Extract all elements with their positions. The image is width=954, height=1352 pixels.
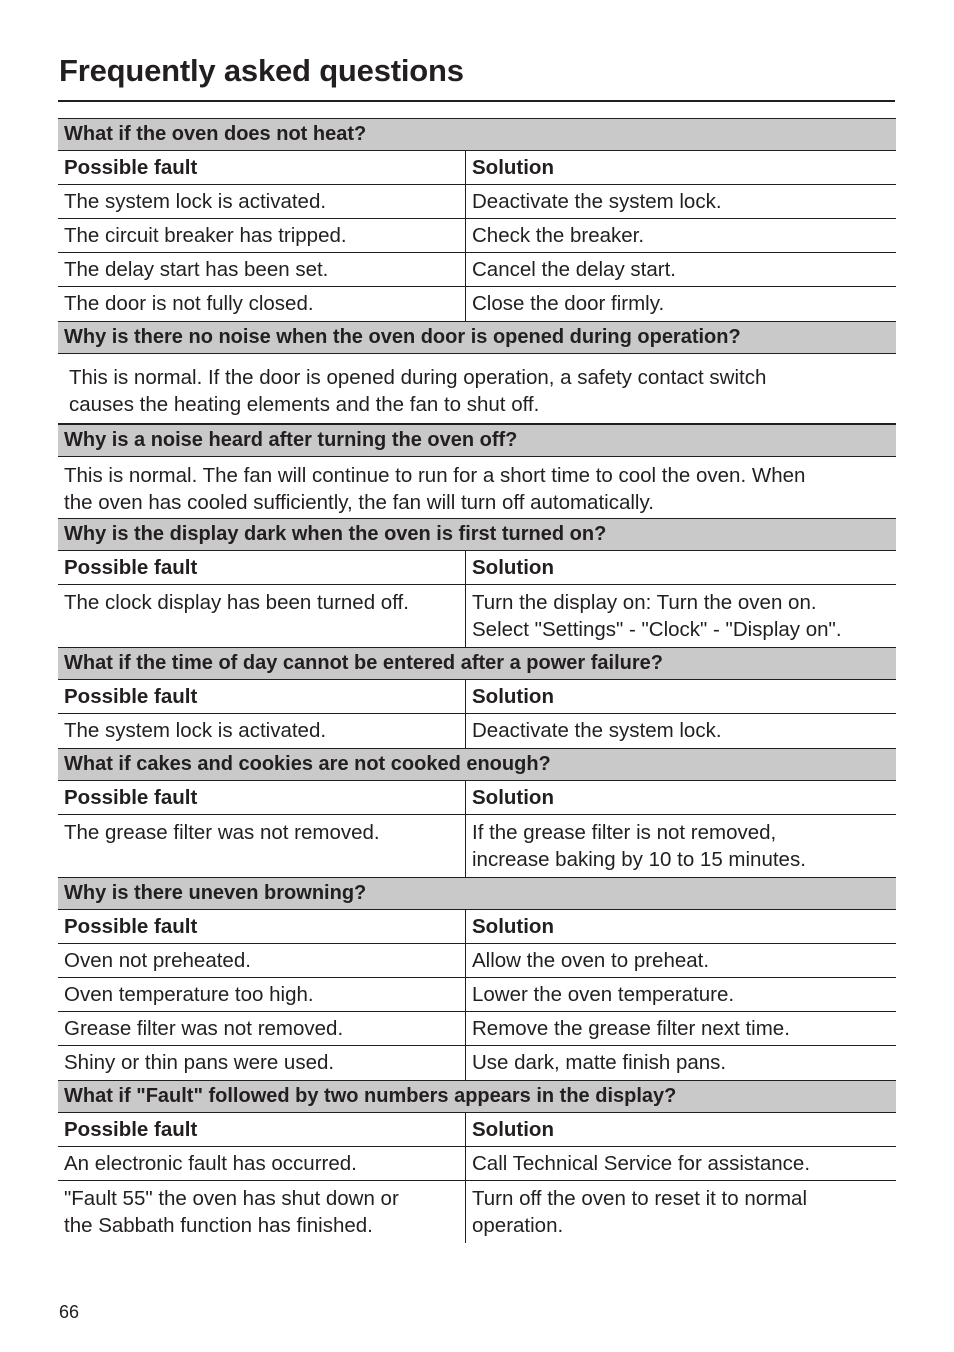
solution-cell [466, 585, 896, 647]
faq-section-oven-does-not-heat [58, 118, 896, 321]
fault-cell: Shiny or thin pans were used. [58, 1046, 466, 1080]
solution-cell: Lower the oven temperature. [472, 983, 735, 1006]
answer-line: This is normal. The fan will continue to run for a short time to cool the oven. When [64, 464, 806, 487]
fault-cell: Grease filter was not removed. [58, 1012, 466, 1045]
table-header-row [58, 151, 896, 185]
faq-section-time-power-failure [58, 647, 896, 748]
faq-section-fault-code [58, 1080, 896, 1243]
solution-column-header: Solution [472, 1118, 554, 1141]
question-heading: Why is a noise heard after turning the oven off? [58, 424, 896, 457]
solution-cell: Deactivate the system lock. [472, 719, 722, 742]
solution-cell: Remove the grease filter next time. [472, 1017, 790, 1040]
solution-column-header: Solution [472, 156, 554, 179]
solution-line: increase baking by 10 to 15 minutes. [472, 848, 806, 871]
solution-cell: Cancel the delay start. [472, 258, 676, 281]
answer-line: causes the heating elements and the fan to shut off. [69, 393, 540, 416]
solution-line: Turn off the oven to reset it to normal [472, 1187, 808, 1210]
fault-column-header: Possible fault [58, 781, 466, 814]
table-row [58, 585, 896, 647]
answer-line: the oven has cooled sufficiently, the fan will turn off automatically. [64, 491, 654, 514]
solution-cell: Check the breaker. [472, 224, 645, 247]
question-heading: Why is there uneven browning? [58, 877, 896, 910]
solution-column-header: Solution [472, 786, 554, 809]
fault-column-header: Possible fault [58, 1113, 466, 1146]
solution-column-header: Solution [472, 685, 554, 708]
question-heading: What if "Fault" followed by two numbers appears in the display? [58, 1080, 896, 1113]
fault-column-header: Possible fault [58, 151, 466, 184]
table-row [58, 1147, 896, 1181]
solution-cell [466, 1181, 896, 1243]
fault-cell: The circuit breaker has tripped. [58, 219, 466, 252]
table-row [58, 1046, 896, 1080]
fault-cell [58, 1181, 466, 1243]
question-heading: Why is the display dark when the oven is first turned on? [58, 518, 896, 551]
question-heading: What if the time of day cannot be entered after a power failure? [58, 647, 896, 680]
fault-column-header: Possible fault [58, 551, 466, 584]
answer-line: This is normal. If the door is opened during operation, a safety contact switch [69, 366, 767, 389]
solution-cell: Close the door firmly. [472, 292, 665, 315]
table-row [58, 1012, 896, 1046]
table-header-row [58, 680, 896, 714]
table-row [58, 978, 896, 1012]
solution-column-header: Solution [472, 556, 554, 579]
fault-column-header: Possible fault [58, 680, 466, 713]
fault-column-header: Possible fault [58, 910, 466, 943]
fault-line: The clock display has been turned off. [64, 591, 409, 614]
table-row [58, 253, 896, 287]
fault-cell: An electronic fault has occurred. [58, 1147, 466, 1180]
answer-text [58, 354, 896, 424]
table-row [58, 185, 896, 219]
faq-section-cakes-not-cooked [58, 748, 896, 877]
page-title: Frequently asked questions [59, 53, 464, 88]
fault-cell: The system lock is activated. [58, 714, 466, 748]
solution-cell: Use dark, matte finish pans. [472, 1051, 727, 1074]
faq-section-noise-after-off [58, 424, 896, 518]
solution-line: If the grease filter is not removed, [472, 821, 777, 844]
table-header-row [58, 551, 896, 585]
solution-cell [466, 815, 896, 877]
question-heading: What if cakes and cookies are not cooked enough? [58, 748, 896, 781]
fault-cell: The system lock is activated. [58, 185, 466, 218]
title-rule [58, 100, 895, 102]
fault-line: "Fault 55" the oven has shut down or [64, 1187, 399, 1210]
fault-line: the Sabbath function has finished. [64, 1214, 373, 1237]
solution-line: Select "Settings" - "Clock" - "Display on". [472, 618, 842, 641]
table-row [58, 815, 896, 877]
answer-text [58, 457, 896, 518]
fault-line: The grease filter was not removed. [64, 821, 380, 844]
table-row [58, 714, 896, 748]
faq-table [58, 118, 896, 1243]
fault-cell: Oven not preheated. [58, 944, 466, 977]
fault-cell: Oven temperature too high. [58, 978, 466, 1011]
table-row [58, 944, 896, 978]
question-heading: Why is there no noise when the oven door is opened during operation? [58, 321, 896, 354]
table-row [58, 219, 896, 253]
solution-line: operation. [472, 1214, 564, 1237]
fault-cell [58, 585, 466, 647]
table-header-row [58, 1113, 896, 1147]
solution-column-header: Solution [472, 915, 554, 938]
table-header-row [58, 781, 896, 815]
table-row [58, 1181, 896, 1243]
faq-section-no-noise-door-opened [58, 321, 896, 424]
table-row [58, 287, 896, 321]
faq-section-display-dark [58, 518, 896, 647]
question-heading: What if the oven does not heat? [58, 118, 896, 151]
fault-cell: The door is not fully closed. [58, 287, 466, 321]
faq-section-uneven-browning [58, 877, 896, 1080]
table-header-row [58, 910, 896, 944]
solution-cell: Allow the oven to preheat. [472, 949, 710, 972]
fault-cell [58, 815, 466, 877]
solution-line: Turn the display on: Turn the oven on. [472, 591, 817, 614]
solution-cell: Call Technical Service for assistance. [472, 1152, 811, 1175]
page-number: 66 [59, 1302, 80, 1322]
fault-cell: The delay start has been set. [58, 253, 466, 286]
solution-cell: Deactivate the system lock. [472, 190, 722, 213]
